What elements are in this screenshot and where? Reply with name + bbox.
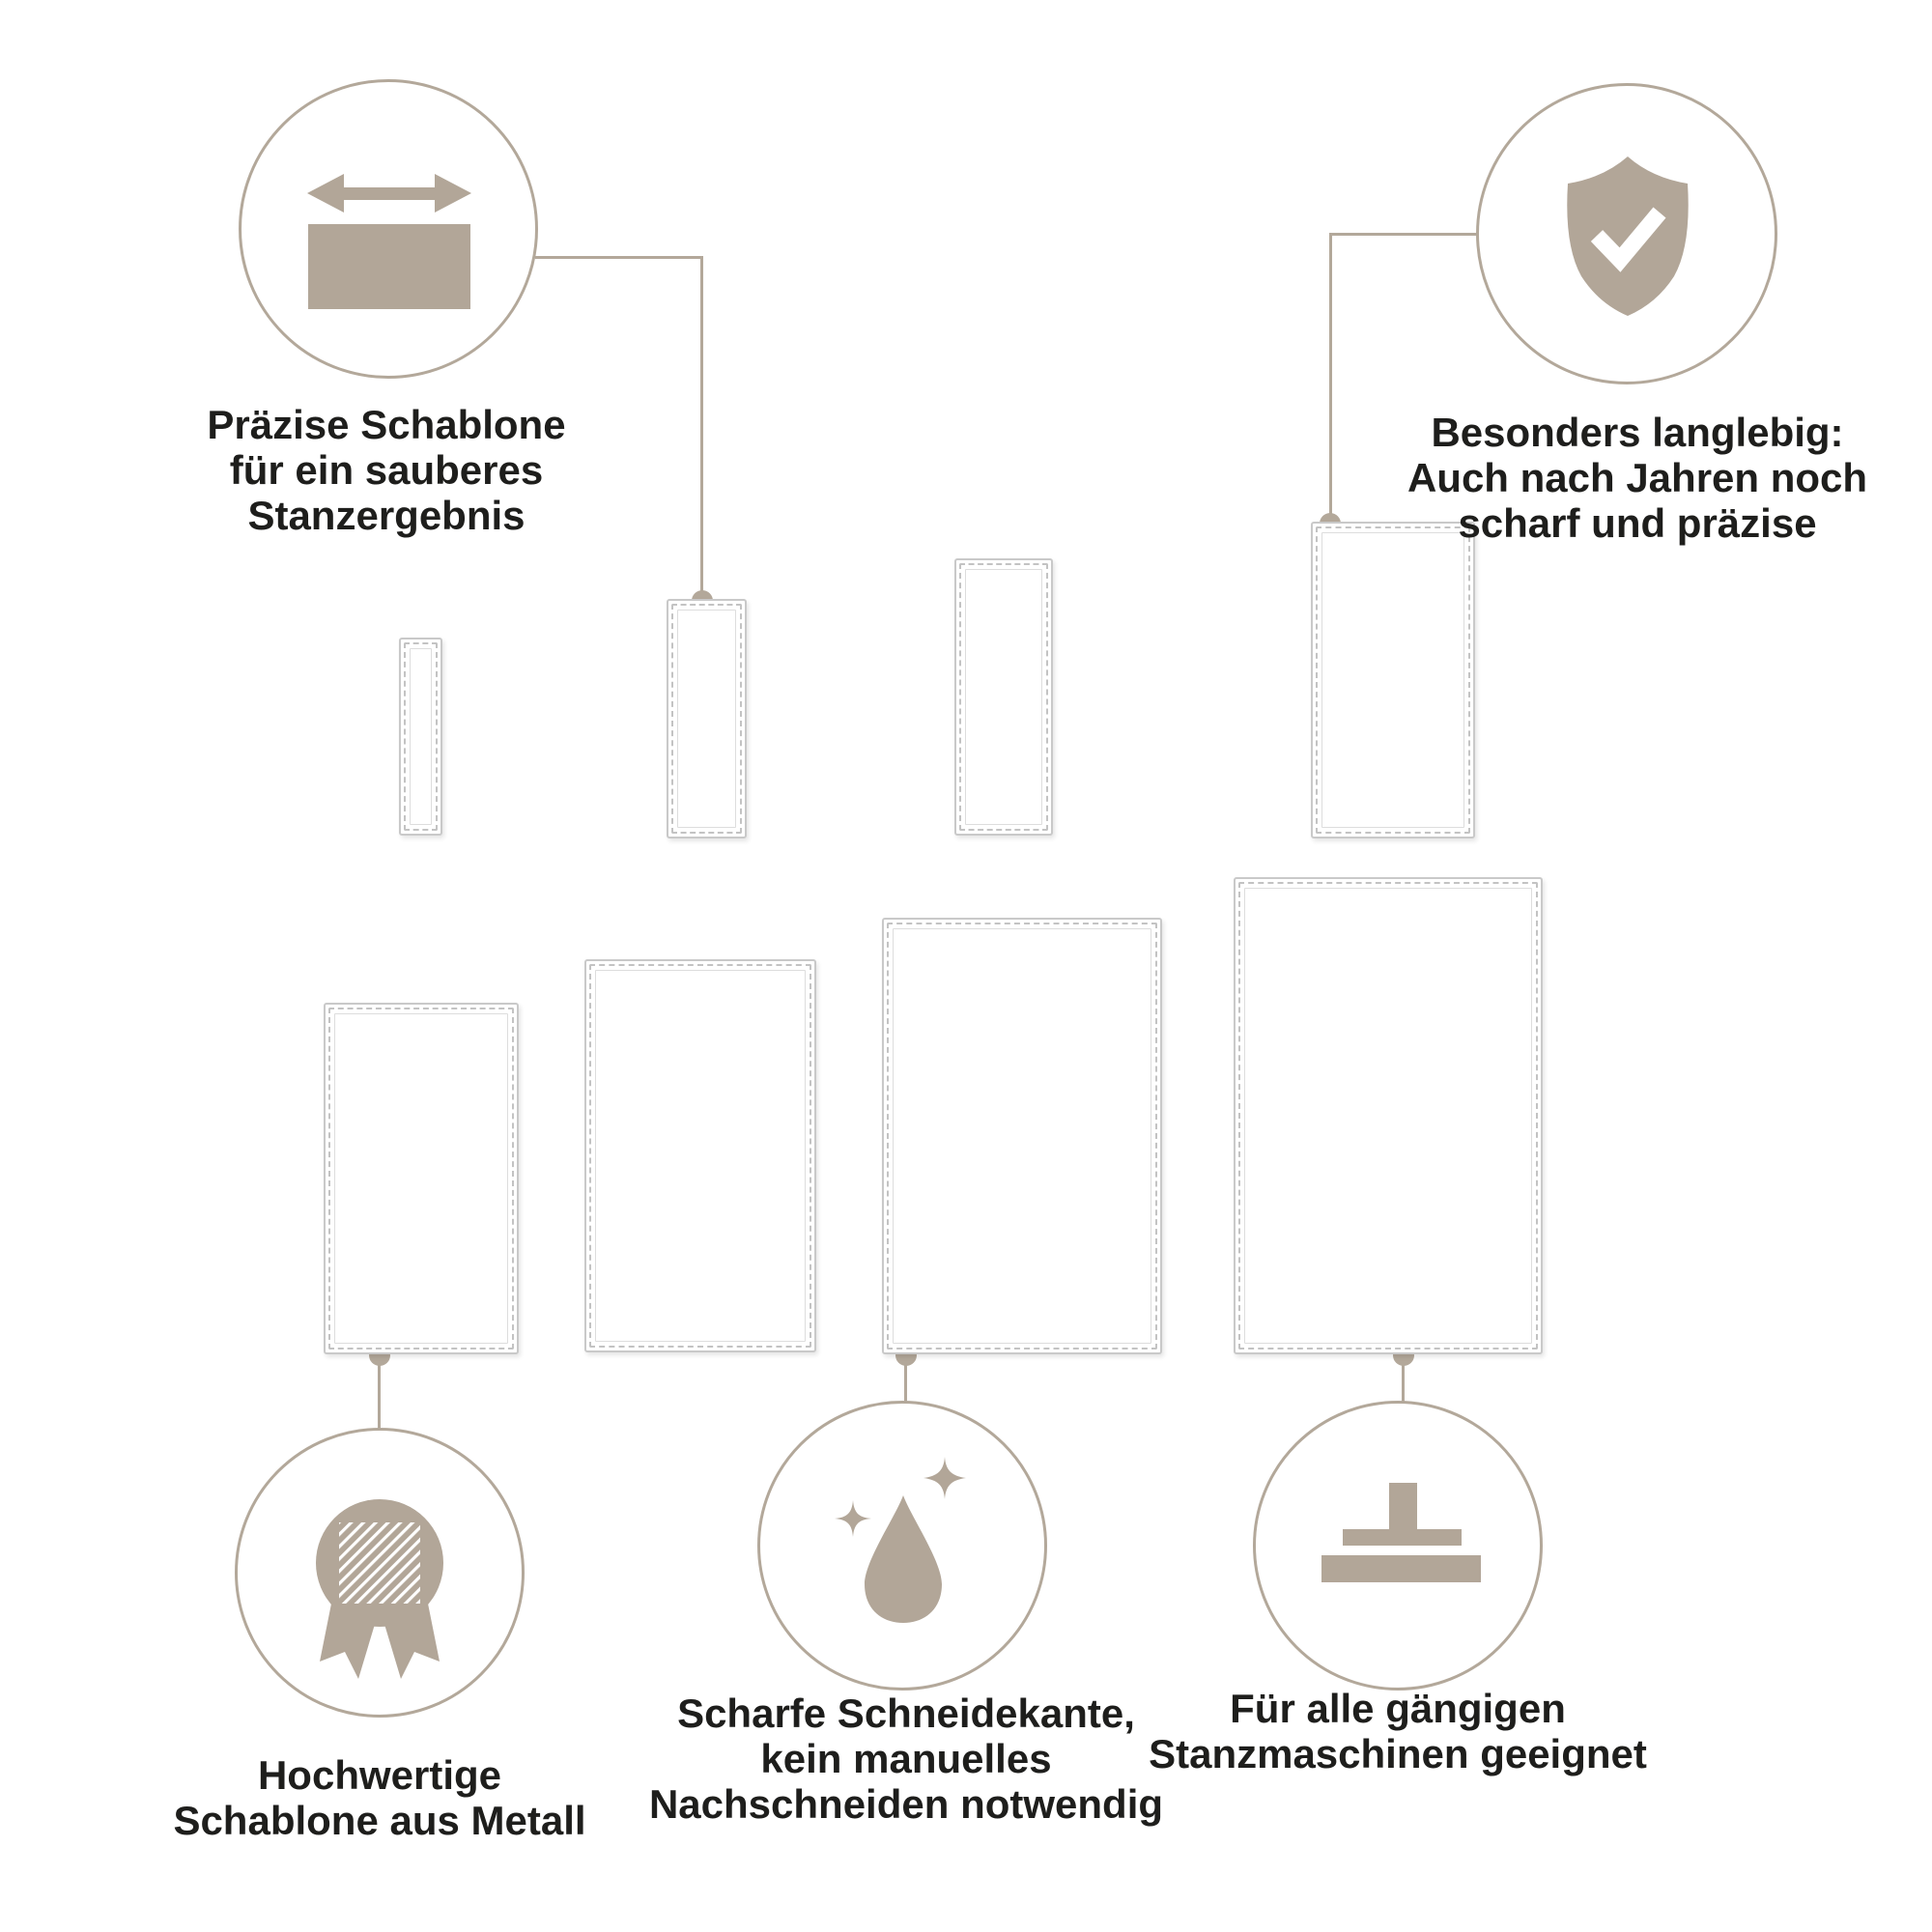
die-template-1 (399, 638, 442, 836)
die-template-4 (1311, 522, 1475, 838)
label-line: Stanzmaschinen geeignet (1149, 1731, 1647, 1776)
label-line: Für alle gängigen (1230, 1686, 1566, 1731)
label-line: Scharfe Schneidekante, (677, 1690, 1135, 1736)
die-template-8 (1234, 877, 1543, 1354)
shield-check-icon (1560, 156, 1695, 316)
label-line: Stanzergebnis (247, 493, 526, 538)
connector-line-durability-vertical (1329, 233, 1332, 526)
medal-icon (298, 1499, 461, 1683)
feature-label-quality (80, 1752, 679, 1843)
die-template-7 (882, 918, 1162, 1354)
label-line: scharf und präzise (1458, 500, 1817, 546)
label-line: Hochwertige (257, 1752, 502, 1798)
label-line: Schablone aus Metall (173, 1798, 586, 1843)
drop-sparkles-icon (834, 1457, 969, 1623)
die-template-2 (667, 599, 747, 838)
feature-label-durability (1338, 410, 1932, 546)
die-template-5 (324, 1003, 519, 1354)
width-arrow-icon (307, 172, 471, 309)
die-template-3 (954, 558, 1053, 836)
press-icon (1321, 1482, 1482, 1582)
die-template-6 (584, 959, 816, 1352)
connector-line-precision-horizontal (535, 256, 703, 259)
label-line: Auch nach Jahren noch (1406, 455, 1868, 500)
feature-label-precision (87, 402, 686, 538)
label-line: kein manuelles (760, 1736, 1052, 1781)
label-line: Präzise Schablone (207, 402, 566, 447)
label-line: Besonders langlebig: (1431, 410, 1844, 455)
feature-label-machine-compatibility (1098, 1686, 1697, 1776)
connector-line-durability-horizontal (1331, 233, 1478, 236)
label-line: Nachschneiden notwendig (648, 1781, 1164, 1827)
label-line: für ein sauberes (229, 447, 544, 493)
connector-line-precision-vertical (700, 256, 703, 602)
